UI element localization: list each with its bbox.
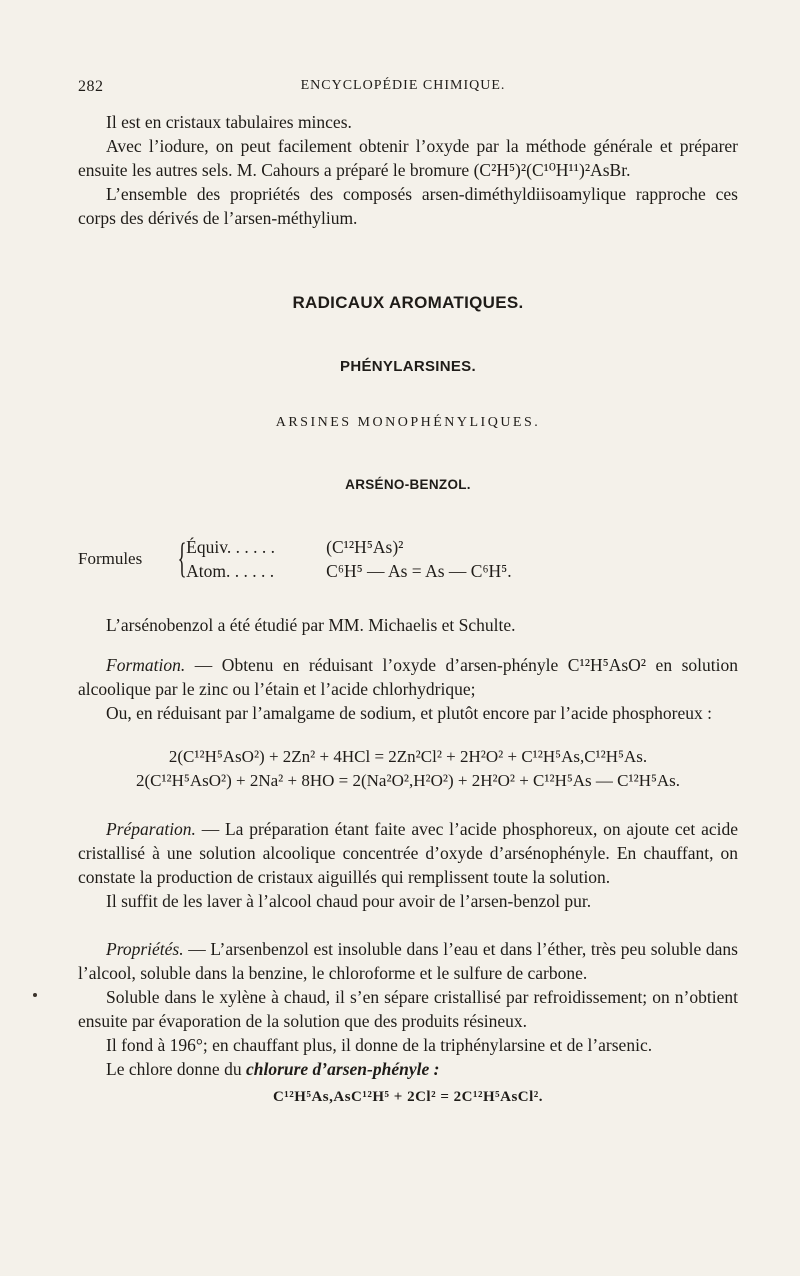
heading-radicaux-aromatiques: RADICAUX AROMATIQUES. bbox=[292, 293, 524, 312]
running-header bbox=[78, 78, 728, 96]
preparation-label: Préparation. bbox=[106, 819, 196, 839]
formulas-block bbox=[78, 535, 738, 583]
heading-phenylarsines: PHÉNYLARSINES. bbox=[340, 358, 476, 375]
formula-equiv-row bbox=[186, 535, 512, 559]
equation-2: 2(C¹²H⁵AsO²) + 2Na² + 8HO = 2(Na²O²,H²O²) + 2H²O² + C¹²H⁵As — C¹²H⁵As. bbox=[135, 771, 681, 790]
preparation-paragraph-2: Il suffit de les laver à l’alcool chaud pour avoir de l’arsen-benzol pur. bbox=[106, 891, 592, 911]
page-body bbox=[78, 110, 738, 1109]
preparation-text: — La préparation étant faite avec l’acide phosphoreux, on ajoute cet acide cristallisé à une solution alcoolique concentrée d’oxyde d’arsénophényle. En chauffant, on constate la production de cristaux aiguillés qui remplissent toute la solution. bbox=[78, 819, 738, 887]
properties-paragraph-3: Il fond à 196°; en chauffant plus, il donne de la triphénylarsine et de l’arsenic. bbox=[106, 1035, 653, 1055]
intro-paragraph-2: Avec l’iodure, on peut facilement obtenir l’oxyde par la méthode générale et préparer ensuite les autres sels. M. Cahours a préparé le bromure (C²H⁵)²(C¹⁰H¹¹)²AsBr. bbox=[78, 136, 738, 180]
heading-arseno-benzol: ARSÉNO-BENZOL. bbox=[345, 477, 471, 492]
formulas-label: Formules bbox=[78, 549, 143, 568]
formula-equiv-value: (C¹²H⁵As)² bbox=[326, 537, 404, 557]
formula-atom-key: Atom. . . . . . bbox=[186, 561, 275, 581]
properties-text: — L’arsenbenzol est insoluble dans l’eau et dans l’éther, très peu soluble dans l’alcool, soluble dans la benzine, le chloroforme et le sulfure de carbone. bbox=[78, 939, 738, 983]
formation-paragraph-2: Ou, en réduisant par l’amalgame de sodium, et plutôt encore par l’acide phosphoreux : bbox=[106, 703, 712, 723]
formula-equiv-key: Équiv. . . . . . bbox=[186, 537, 275, 557]
heading-arsines-monophenyliques: ARSINES MONOPHÉNYLIQUES. bbox=[275, 415, 541, 430]
intro-paragraph-3: L’ensemble des propriétés des composés arsen-diméthyldiisoamylique rapproche ces corps des dérivés de l’arsen-méthylium. bbox=[78, 184, 738, 228]
margin-dot bbox=[33, 993, 37, 997]
equation-3: C¹²H⁵As,AsC¹²H⁵ + 2Cl² = 2C¹²H⁵AsCl². bbox=[272, 1089, 544, 1105]
chlorine-product: chlorure d’arsen-phényle : bbox=[245, 1059, 440, 1079]
properties-label: Propriétés. bbox=[106, 939, 184, 959]
page-number: 282 bbox=[78, 78, 104, 95]
studied-paragraph: L’arsénobenzol a été étudié par MM. Michaelis et Schulte. bbox=[106, 615, 516, 635]
properties-paragraph bbox=[78, 937, 738, 985]
formula-atom-value: C⁶H⁵ — As = As — C⁶H⁵. bbox=[326, 561, 512, 581]
formation-paragraph bbox=[78, 653, 738, 701]
chlorine-text: Le chlore donne du bbox=[106, 1059, 246, 1079]
formation-text: — Obtenu en réduisant l’oxyde d’arsen-phényle C¹²H⁵AsO² en solution alcoolique par le zinc ou l’étain et l’acide chlorhydrique; bbox=[78, 655, 738, 699]
intro-paragraph-1: Il est en cristaux tabulaires minces. bbox=[106, 112, 352, 132]
formula-atom-row bbox=[186, 559, 512, 583]
running-title: ENCYCLOPÉDIE CHIMIQUE. bbox=[300, 78, 506, 93]
equation-1: 2(C¹²H⁵AsO²) + 2Zn² + 4HCl = 2Zn²Cl² + 2H²O² + C¹²H⁵As,C¹²H⁵As. bbox=[168, 747, 648, 766]
preparation-paragraph bbox=[78, 817, 738, 889]
properties-paragraph-2: Soluble dans le xylène à chaud, il s’en sépare cristallisé par refroidissement; on n’obtient ensuite par évaporation de la solution que des produits résineux. bbox=[78, 987, 738, 1031]
brace-icon: { bbox=[177, 536, 187, 582]
chlorine-paragraph bbox=[78, 1057, 738, 1081]
formation-label: Formation. bbox=[106, 655, 186, 675]
